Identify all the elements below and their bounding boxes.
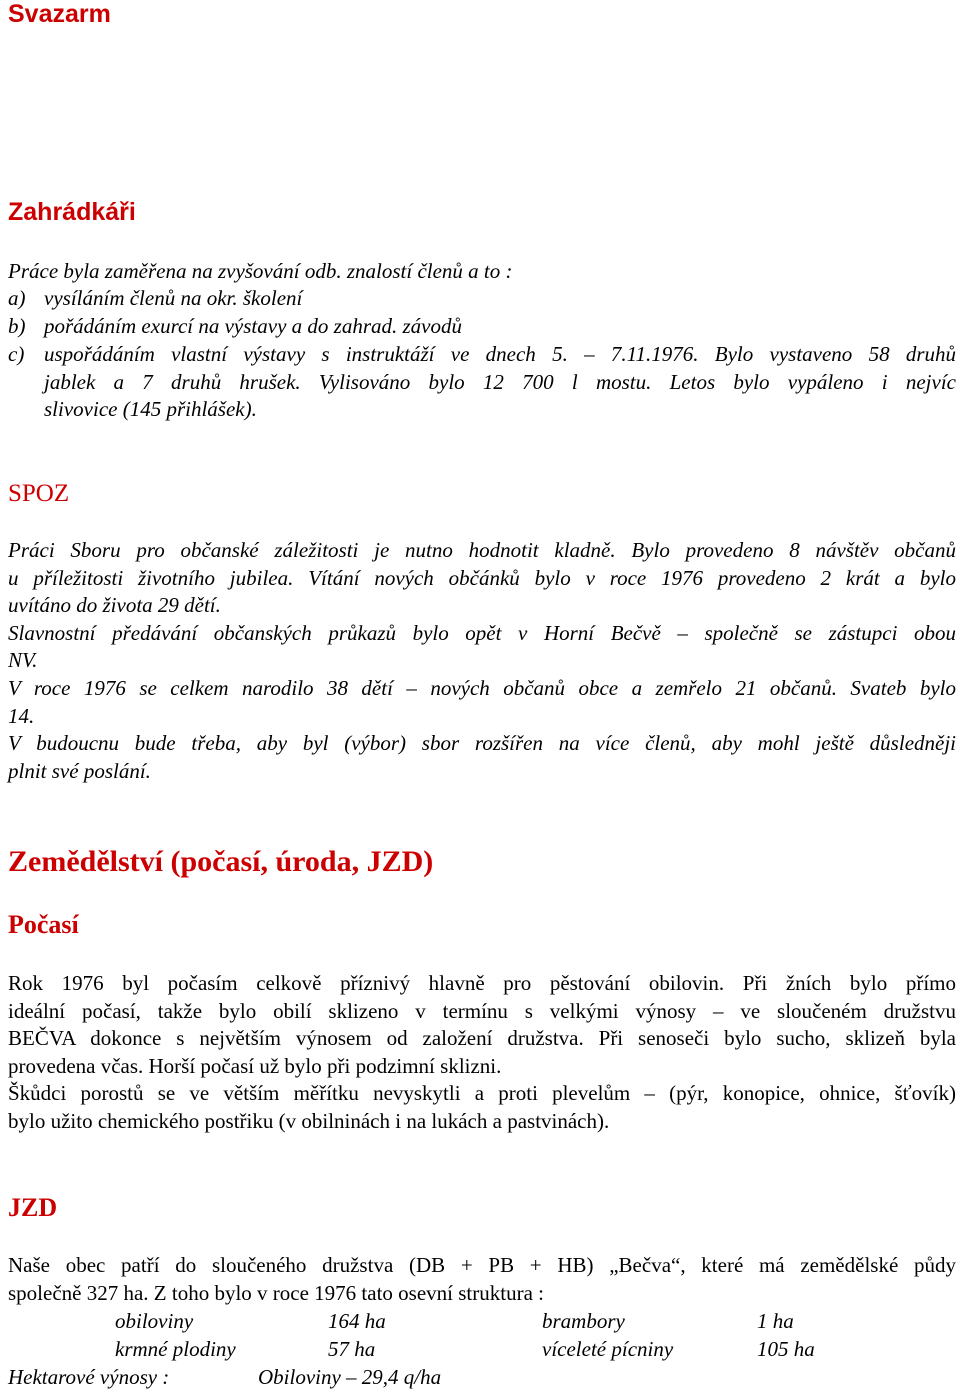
text-line: jablek a 7 druhů hrušek. Vylisováno bylo 12 700 l mostu. Letos bylo vypáleno i nejvíc	[44, 369, 956, 394]
list-marker: c)	[8, 342, 25, 366]
section-title-zahradkari: Zahrádkáři	[8, 198, 136, 226]
jzd-text	[8, 1252, 956, 1307]
text-line: u příležitosti životního jubilea. Vítání nových občánků bylo v roce 1976 provedeno 2 krát a bylo	[8, 565, 956, 590]
text-line: ideální počasí, takže bylo obilí sklizeno v termínu s velkými výnosy – ve sloučeném družstvu	[8, 998, 956, 1023]
crop-area: 57 ha	[328, 1337, 376, 1361]
spoz-text	[8, 537, 956, 785]
text-line: provedena včas. Horší počasí už bylo při podzimní sklizni.	[8, 1053, 502, 1078]
text-line: 14.	[8, 703, 35, 728]
list-item-text: vysíláním členů na okr. školení	[44, 286, 303, 310]
section-title-svazarm: Svazarm	[8, 0, 111, 28]
crop-name: brambory	[542, 1309, 625, 1333]
text-line: Naše obec patří do sloučeného družstva (DB + PB + HB) „Bečva“, které má zemědělské půdy	[8, 1253, 956, 1277]
section-title-zemedelstvi: Zemědělství (počasí, úroda, JZD)	[8, 845, 434, 878]
list-item-text	[44, 341, 956, 424]
yields-value: Obiloviny – 29,4 q/ha	[258, 1365, 442, 1389]
crop-area: 1 ha	[757, 1309, 794, 1333]
crop-name: víceleté pícniny	[542, 1337, 674, 1361]
list-item-text: pořádáním exurcí na výstavy a do zahrad. závodů	[44, 314, 462, 338]
text-line: slivovice (145 přihlášek).	[44, 397, 257, 422]
text-line: Práci Sboru pro občanské záležitosti je nutno hodnotit kladně. Bylo provedeno 8 návštěv občanů	[8, 538, 956, 562]
section-title-pocasi: Počasí	[8, 910, 79, 939]
list-marker: a)	[8, 286, 26, 310]
section-title-jzd: JZD	[8, 1193, 58, 1222]
yields-label: Hektarové výnosy :	[8, 1365, 170, 1389]
text-line: uspořádáním vlastní výstavy s instruktáží ve dnech 5. – 7.11.1976. Bylo vystaveno 58 druhů	[44, 342, 956, 366]
text-line: BEČVA dokonce s největším výnosem od založení družstva. Při senoseči bylo sucho, sklizeň byla	[8, 1026, 956, 1051]
text-line: uvítáno do života 29 dětí.	[8, 593, 221, 618]
text-line: bylo užito chemického postřiku (v obilninách i na lukách a pastvinách).	[8, 1108, 610, 1133]
pocasi-text	[8, 970, 956, 1136]
text-line: NV.	[8, 648, 38, 673]
list-item	[8, 313, 26, 341]
crop-area: 105 ha	[757, 1337, 815, 1361]
section-title-spoz: SPOZ	[8, 480, 70, 507]
crop-name: obiloviny	[115, 1309, 194, 1333]
text-line: společně 327 ha. Z toho bylo v roce 1976 tato osevní struktura :	[8, 1280, 544, 1305]
list-item	[8, 285, 26, 313]
list-item	[8, 341, 24, 369]
text-line: V budoucnu bude třeba, aby byl (výbor) sbor rozšířen na více členů, aby mohl ještě důsledněji	[8, 731, 956, 756]
text-line: Slavnostní předávání občanských průkazů bylo opět v Horní Bečvě – společně se zástupci obou	[8, 620, 956, 645]
text-line: plnit své poslání.	[8, 758, 151, 783]
crop-area: 164 ha	[328, 1309, 386, 1333]
text-line: Škůdci porostů se ve větším měřítku nevyskytli a proti plevelům – (pýr, konopice, ohnice, šťovík)	[8, 1081, 956, 1106]
text-line: Rok 1976 byl počasím celkově příznivý hlavně pro pěstování obilovin. Při žních bylo přímo	[8, 971, 956, 995]
zahradkari-intro: Práce byla zaměřena na zvyšování odb. znalostí členů a to :	[8, 259, 513, 283]
crop-name: krmné plodiny	[115, 1337, 236, 1361]
text-line: V roce 1976 se celkem narodilo 38 dětí – nových občanů obce a zemřelo 21 občanů. Svateb bylo	[8, 675, 956, 700]
list-marker: b)	[8, 314, 26, 338]
